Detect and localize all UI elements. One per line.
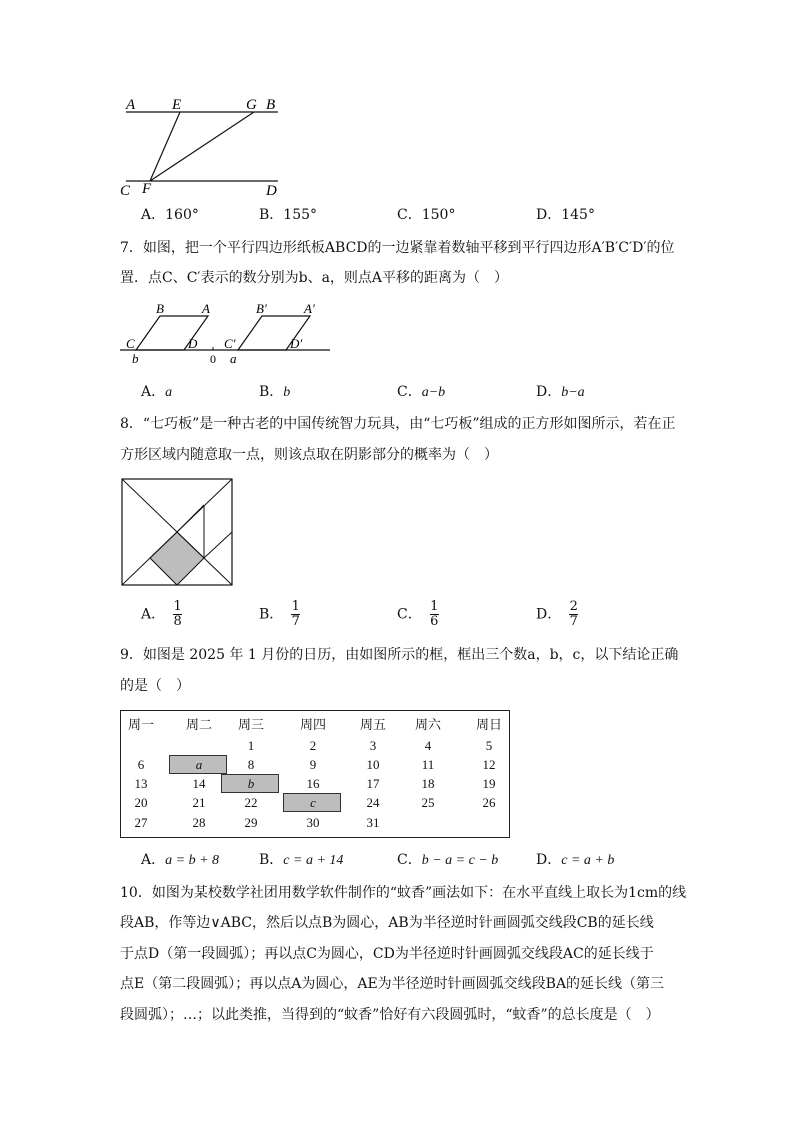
q8-option-a[interactable]: A． $\frac{1}{8}$ [141, 599, 182, 629]
calendar-day-cell: 2 [309, 738, 317, 753]
calendar-header-cell: 周一 [127, 718, 154, 733]
q8-option-b[interactable]: B． $\frac{1}{7}$ [259, 599, 300, 629]
calendar-day-cell: 16 [306, 776, 320, 791]
q7-option-d[interactable]: D．b−a [536, 384, 585, 400]
q8-option-d[interactable]: D． $\frac{2}{7}$ [536, 599, 578, 629]
q9-option-c[interactable]: C．b − a = c − b [397, 852, 499, 868]
calendar-day-cell: 3 [369, 738, 377, 753]
q7-label-b: b [132, 351, 139, 366]
q9-calendar [120, 710, 510, 838]
q9-stem-line1: 9．如图是 2025 年 1 月份的日历，由如图所示的框，框出三个数a，b，c，以下结论正确 [120, 647, 679, 663]
q7-label-Cp: C′ [224, 336, 236, 351]
q8-tangram-figure [120, 478, 234, 588]
q10-stem-line5: 段圆弧）；…；以此类推，当得到的“蚊香”恰好有六段圆弧时，“蚊香”的总长度是（ ） [120, 1007, 660, 1023]
q7-label-Bp: B′ [256, 301, 267, 316]
q8-fraction-d: $\frac{2}{7}$ [569, 599, 578, 629]
q7-label-a: a [230, 351, 237, 366]
calendar-day-cell: 10 [366, 757, 380, 772]
calendar-day-cell: 11 [421, 757, 435, 772]
calendar-day-cell: 21 [192, 795, 206, 810]
q7-label-0: 0 [210, 352, 216, 366]
q6-label-D: D [266, 183, 277, 199]
calendar-header-cell: 周日 [475, 718, 502, 733]
calendar-day-cell: 27 [134, 815, 148, 830]
q8-fraction-c: $\frac{1}{6}$ [430, 599, 439, 629]
q6-label-A: A [126, 97, 136, 113]
q8-fraction-b: $\frac{1}{7}$ [291, 599, 300, 629]
calendar-day-cell: 17 [366, 776, 380, 791]
calendar-day-cell: 29 [244, 815, 258, 830]
q7-option-a[interactable]: A．a [141, 384, 173, 400]
q8-stem-line2: 方形区域内随意取一点，则该点取在阴影部分的概率为（ ） [120, 447, 498, 463]
q6-label-B: B [266, 97, 276, 113]
calendar-day-cell: a [195, 757, 203, 772]
calendar-day-cell: 19 [482, 776, 496, 791]
q6-label-C: C [120, 183, 131, 199]
q9-option-b[interactable]: B．c = a + 14 [259, 852, 344, 868]
q6-option-b[interactable]: B．155° [259, 207, 318, 223]
q9-option-a[interactable]: A．a = b + 8 [141, 852, 220, 868]
q10-stem-line2: 段AB，作等边∨ABC，然后以点B为圆心，AB为半径逆时针画圆弧交线段CB的延长线 [120, 915, 654, 931]
q6-figure [118, 92, 288, 202]
calendar-day-cell: c [310, 795, 316, 810]
calendar-day-cell: 28 [192, 815, 206, 830]
calendar-day-cell: 31 [366, 815, 380, 830]
q8-option-c[interactable]: C． $\frac{1}{6}$ [397, 599, 439, 629]
q6-option-a[interactable]: A．160° [141, 207, 199, 223]
calendar-day-cell: 8 [247, 757, 255, 772]
q7-option-c[interactable]: C．a−b [397, 384, 446, 400]
calendar-day-cell: b [247, 776, 255, 791]
calendar-day-cell: 30 [306, 815, 320, 830]
q6-label-F: F [142, 181, 152, 197]
calendar-day-cell: 22 [244, 795, 258, 810]
q9-option-d[interactable]: D．c = a + b [536, 852, 615, 868]
calendar-day-cell: 24 [366, 795, 380, 810]
q8-fraction-a: $\frac{1}{8}$ [173, 599, 182, 629]
calendar-day-cell: 4 [424, 738, 432, 753]
calendar-header-cell: 周三 [237, 718, 264, 733]
calendar-day-cell: 18 [421, 776, 435, 791]
q7-stem-line2: 置．点C、C′表示的数分别为b、a，则点A平移的距离为（ ） [120, 270, 509, 286]
calendar-day-cell: 25 [421, 795, 435, 810]
calendar-day-cell: 1 [247, 738, 255, 753]
calendar-header-cell: 周六 [414, 718, 441, 733]
q8-stem-line1: 8．“七巧板”是一种古老的中国传统智力玩具，由“七巧板”组成的正方形如图所示，若在正 [120, 416, 676, 432]
q7-stem-line1: 7．如图，把一个平行四边形纸板ABCD的一边紧靠着数轴平移到平行四边形A′B′C′D′的位 [120, 240, 675, 256]
q9-stem-line2: 的是（ ） [120, 678, 190, 694]
calendar-day-cell: 12 [482, 757, 496, 772]
calendar-day-cell: 9 [309, 757, 317, 772]
q7-label-D: D [188, 336, 198, 351]
q10-stem-line4: 点E（第二段圆弧）；再以点A为圆心，AE为半径逆时针画圆弧交线段BA的延长线（第三 [120, 976, 665, 992]
q6-label-G: G [246, 97, 257, 113]
q6-option-c[interactable]: C．150° [397, 207, 456, 223]
q6-label-E: E [172, 97, 182, 113]
q7-label-Dp: D′ [290, 336, 303, 351]
calendar-header-cell: 周四 [299, 718, 326, 733]
q10-stem-line1: 10．如图为某校数学社团用数学软件制作的“蚊香”画法如下：在水平直线上取长为1cm的线 [120, 885, 687, 901]
calendar-day-cell: 6 [137, 757, 145, 772]
calendar-header-cell: 周五 [359, 718, 386, 733]
calendar-day-cell: 13 [134, 776, 148, 791]
calendar-day-cell: 20 [134, 795, 148, 810]
q7-label-B: B [156, 301, 164, 316]
q7-figure [118, 300, 333, 368]
q7-label-A: A [202, 301, 210, 316]
calendar-header-cell: 周二 [185, 718, 212, 733]
calendar-day-cell: 26 [482, 795, 496, 810]
q7-label-C: C [126, 336, 135, 351]
q10-stem-line3: 于点D（第一段圆弧）；再以点C为圆心，CD为半径逆时针画圆弧交线段AC的延长线于 [120, 946, 654, 962]
q6-option-d[interactable]: D．145° [536, 207, 595, 223]
calendar-day-cell: 14 [192, 776, 206, 791]
q7-option-b[interactable]: B．b [259, 384, 291, 400]
calendar-day-cell: 5 [485, 738, 493, 753]
q7-label-Ap: A′ [304, 301, 315, 316]
